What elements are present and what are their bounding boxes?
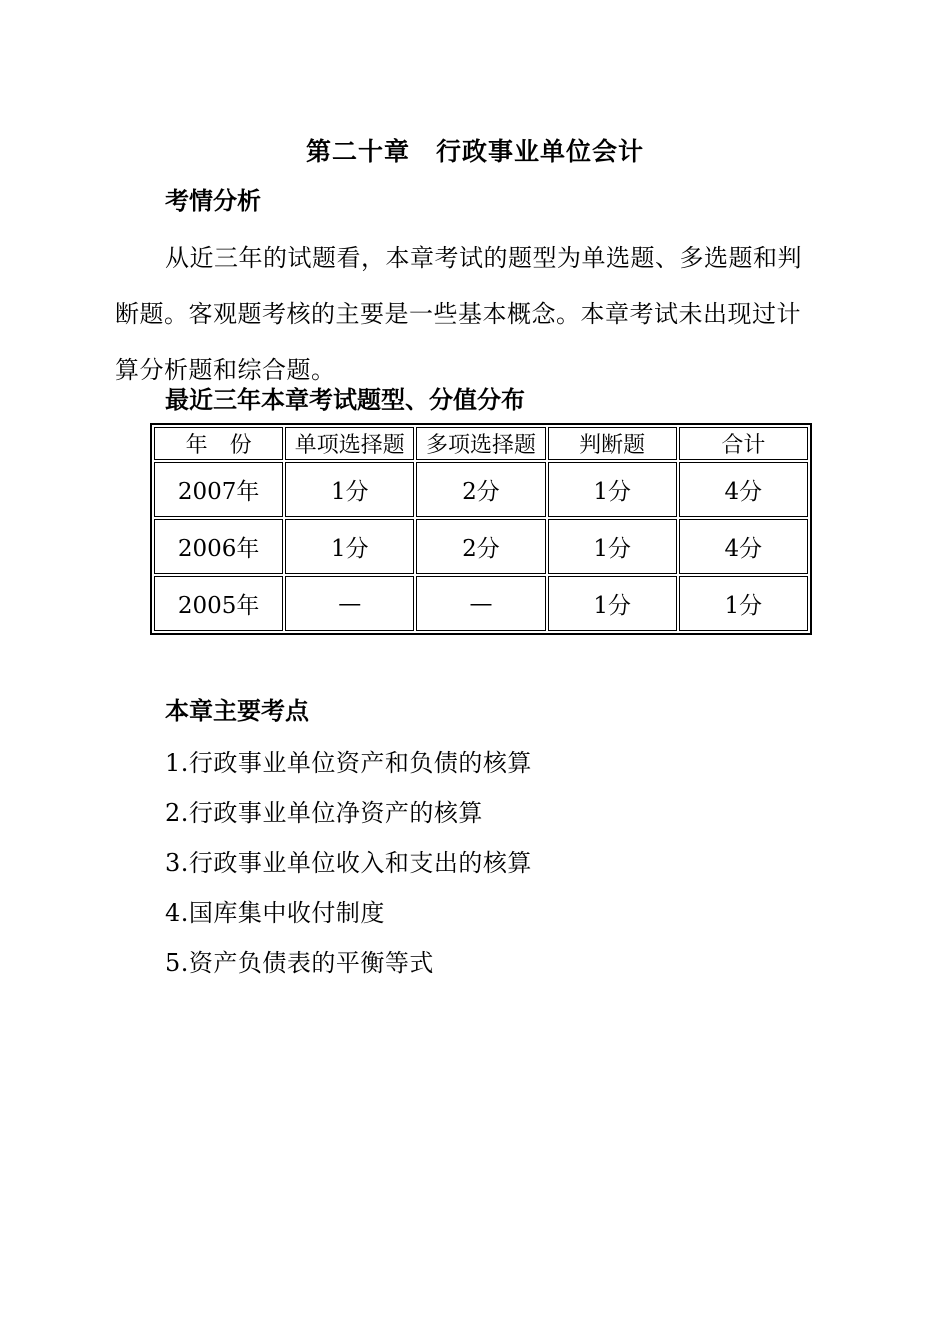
header-true-false: 判断题 [548, 427, 677, 460]
header-multiple-choice: 多项选择题 [416, 427, 545, 460]
table-heading: 最近三年本章考试题型、分值分布 [165, 386, 525, 414]
paragraph-line: 从近三年的试题看，本章考试的题型为单选题、多选题和判 [165, 244, 802, 272]
cell-true-false: 1分 [548, 462, 677, 517]
score-distribution-table [150, 423, 812, 635]
key-points-list [165, 738, 532, 988]
cell-year: 2005年 [154, 576, 283, 631]
cell-year: 2006年 [154, 519, 283, 574]
table-header-row [154, 427, 808, 460]
cell-multiple-choice: 2分 [416, 519, 545, 574]
cell-single-choice: 1分 [285, 519, 414, 574]
paragraph-line: 算分析题和综合题。 [115, 356, 336, 384]
key-points-heading: 本章主要考点 [165, 697, 309, 725]
cell-multiple-choice: — [416, 576, 545, 631]
cell-true-false: 1分 [548, 519, 677, 574]
table-row [154, 462, 808, 517]
list-item: 2.行政事业单位净资产的核算 [165, 799, 483, 827]
header-single-choice: 单项选择题 [285, 427, 414, 460]
cell-single-choice: 1分 [285, 462, 414, 517]
header-total: 合计 [679, 427, 808, 460]
cell-year: 2007年 [154, 462, 283, 517]
cell-total: 1分 [679, 576, 808, 631]
table-row [154, 519, 808, 574]
cell-single-choice: — [285, 576, 414, 631]
cell-total: 4分 [679, 462, 808, 517]
cell-total: 4分 [679, 519, 808, 574]
cell-true-false: 1分 [548, 576, 677, 631]
cell-multiple-choice: 2分 [416, 462, 545, 517]
chapter-title: 第二十章 行政事业单位会计 [305, 137, 644, 166]
analysis-paragraph [115, 230, 835, 398]
paragraph-line: 断题。客观题考核的主要是一些基本概念。本章考试未出现过计 [115, 300, 801, 328]
list-item: 1.行政事业单位资产和负债的核算 [165, 749, 532, 777]
list-item: 5.资产负债表的平衡等式 [165, 949, 434, 977]
analysis-heading: 考情分析 [165, 187, 261, 215]
list-item: 4.国库集中收付制度 [165, 899, 385, 927]
header-year: 年 份 [154, 427, 283, 460]
list-item: 3.行政事业单位收入和支出的核算 [165, 849, 532, 877]
table-row [154, 576, 808, 631]
